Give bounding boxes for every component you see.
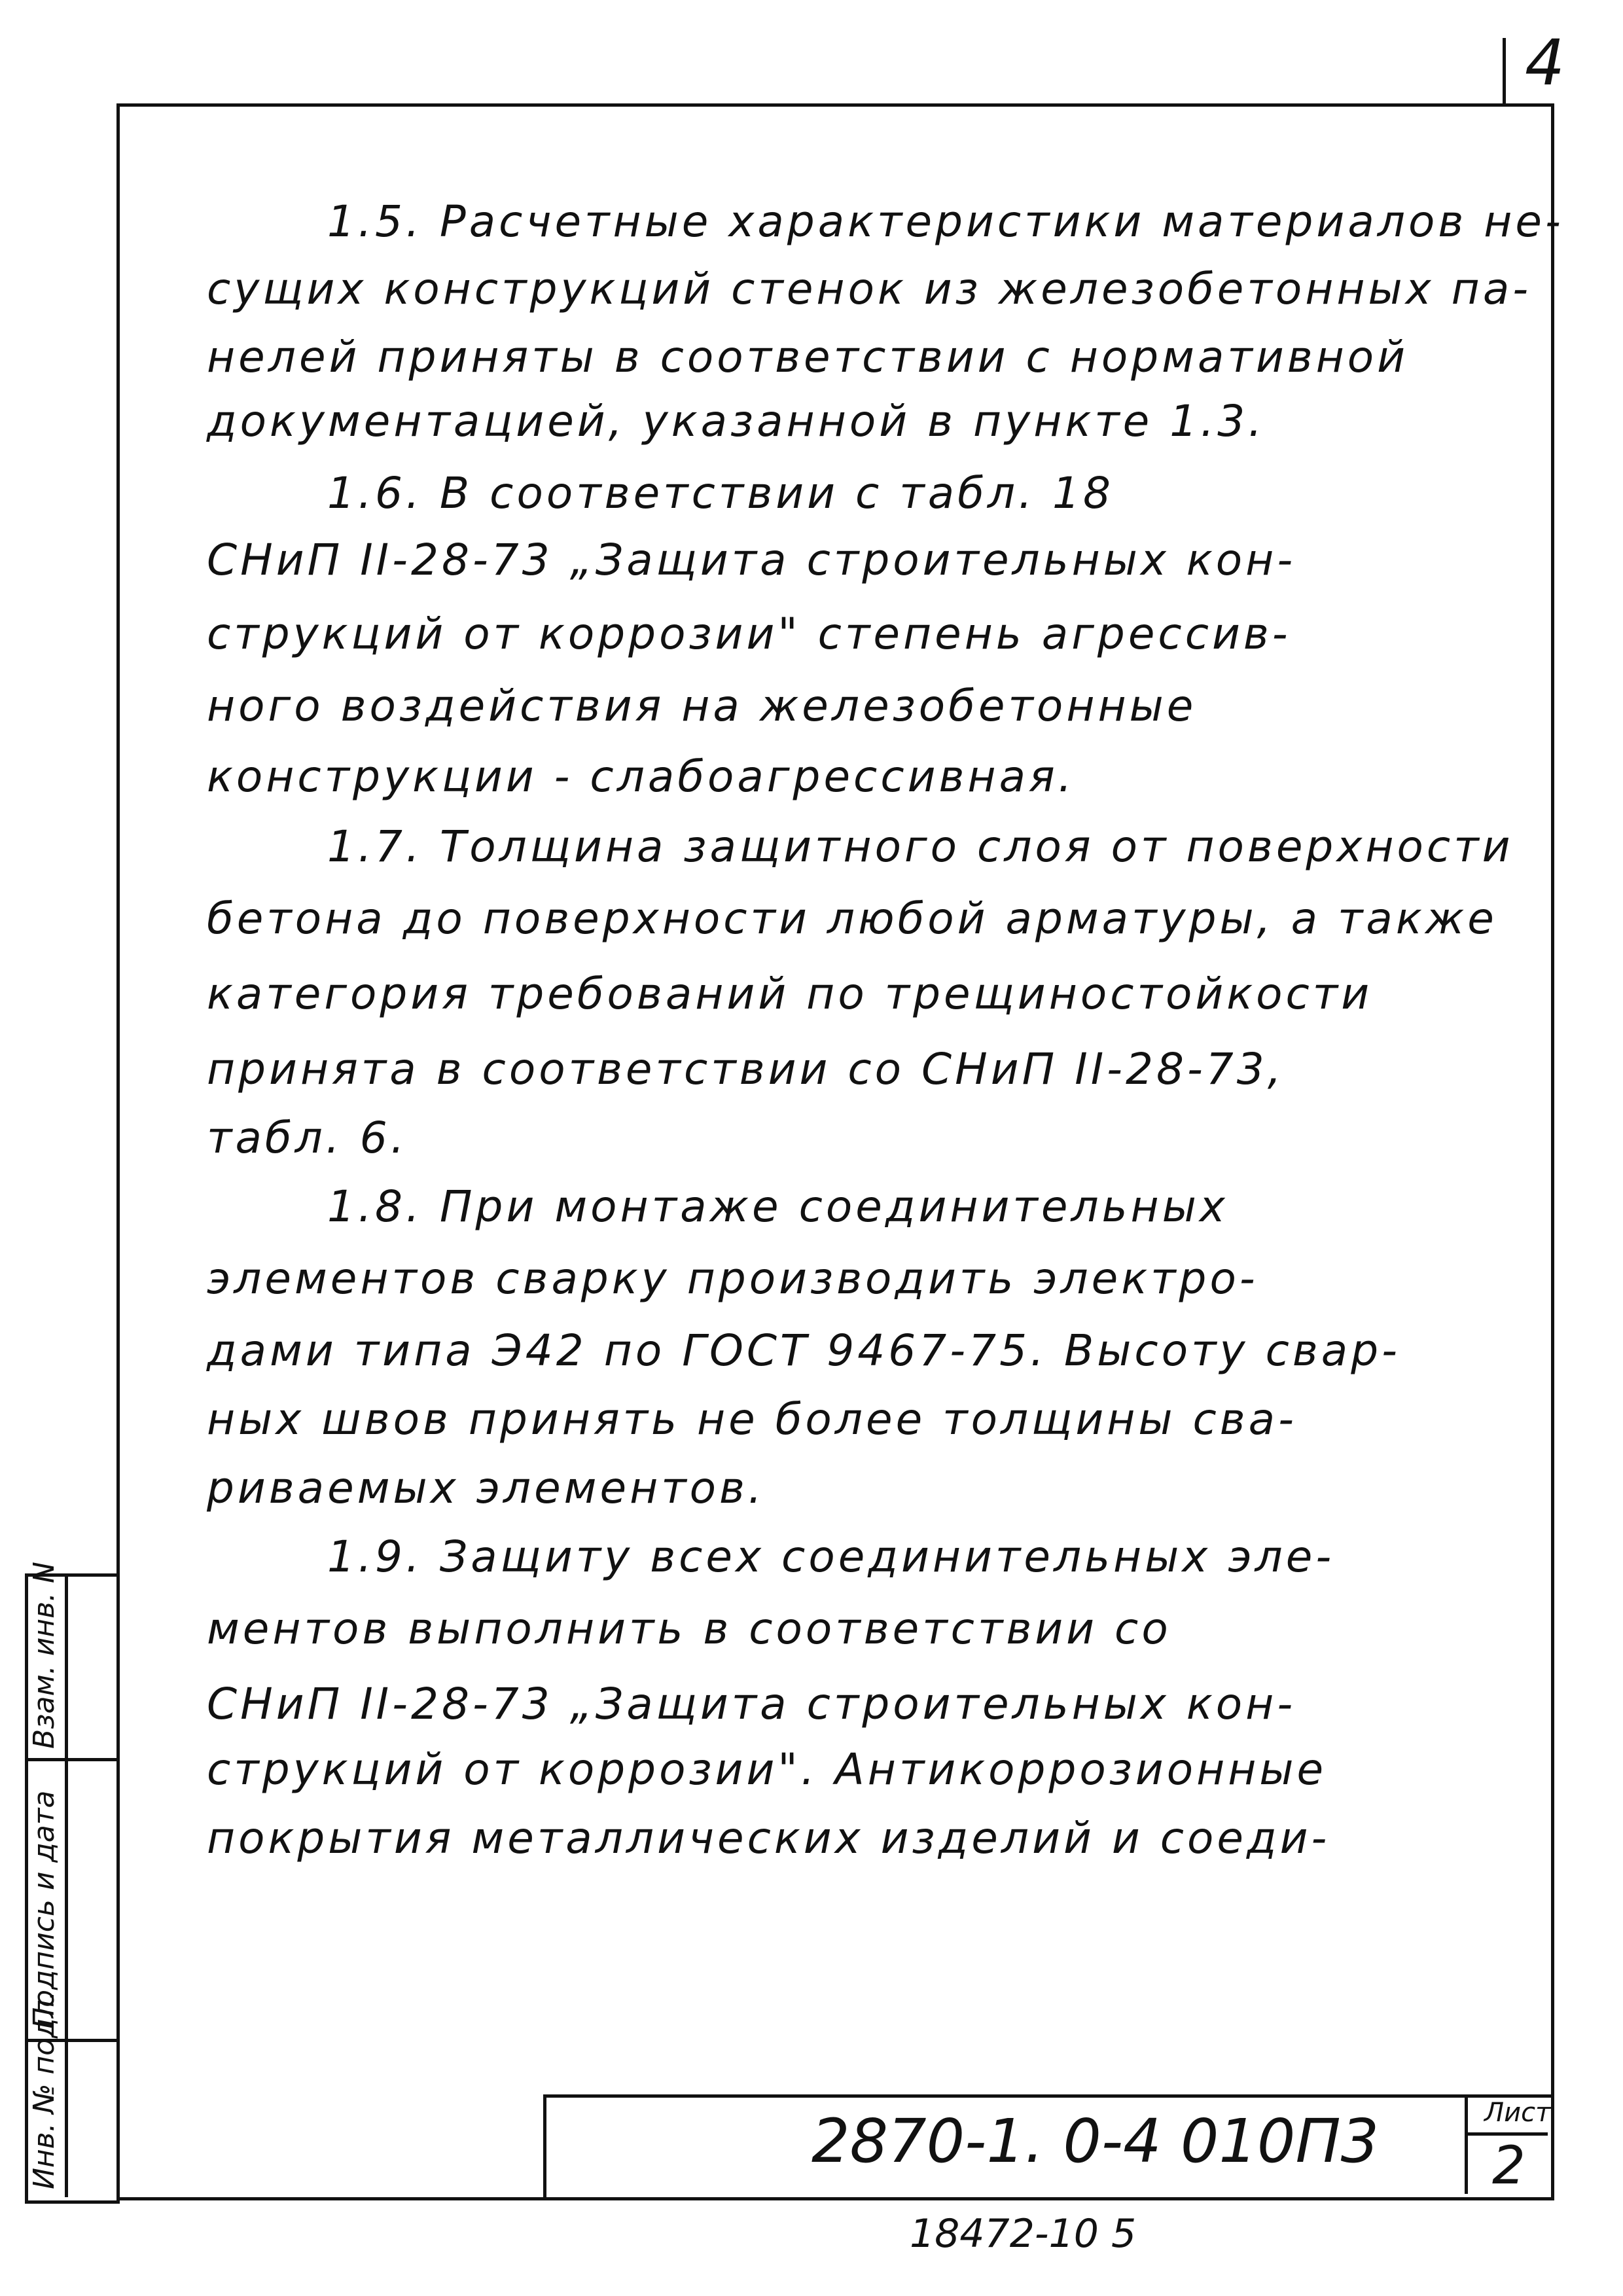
text-line: табл. 6.	[207, 1113, 408, 1163]
text-line: покрытия металлических изделий и соеди-	[207, 1813, 1330, 1863]
text-line: сущих конструкций стенок из железобетонных па-	[207, 264, 1532, 314]
text-line: СНиП II-28-73 „Защита строительных кон-	[207, 1679, 1296, 1729]
text-line: риваемых элементов.	[207, 1463, 765, 1513]
text-line: 1.7. Толщина защитного слоя от поверхности	[327, 821, 1514, 872]
sheet-number: 2	[1492, 2135, 1525, 2196]
footer-archive-number: 18472-10 5	[910, 2211, 1137, 2257]
text-line: категория требований по трещиностойкости	[207, 969, 1373, 1019]
side-stamp-row-divider	[25, 1758, 116, 1761]
text-line: 1.6. В соответствии с табл. 18	[327, 468, 1115, 518]
text-line: 1.9. Защиту всех соединительных эле-	[327, 1532, 1335, 1582]
text-line: документацией, указанной в пункте 1.3.	[207, 396, 1266, 446]
text-line: ных швов принять не более толщины сва-	[207, 1394, 1297, 1444]
corner-tick-line	[1503, 38, 1506, 103]
sheet-label: Лист	[1484, 2098, 1551, 2128]
text-line: 1.8. При монтаже соединительных	[327, 1181, 1228, 1232]
text-line: 1.5. Расчетные характеристики материалов не-	[327, 196, 1564, 247]
text-line: нелей приняты в соответствии с нормативной	[207, 332, 1409, 382]
side-stamp-inv-podl: Инв. № подл.	[27, 1990, 61, 2189]
text-line: бетона до поверхности любой арматуры, а также	[207, 893, 1497, 944]
side-stamp-podpis-data: Подпись и дата	[27, 1790, 61, 2029]
text-line: струкций от коррозии" степень агрессив-	[207, 609, 1291, 659]
text-line: струкций от коррозии". Антикоррозионные	[207, 1744, 1327, 1795]
text-line: конструкции - слабоагрессивная.	[207, 751, 1075, 802]
text-line: ментов выполнить в соответствии со	[207, 1604, 1171, 1654]
document-code: 2870-1. 0-4 010П3	[812, 2106, 1380, 2176]
side-stamp-column-divider	[65, 1573, 68, 2197]
text-line: элементов сварку производить электро-	[207, 1253, 1258, 1304]
title-block-divider	[1465, 2094, 1468, 2194]
text-line: дами типа Э42 по ГОСТ 9467-75. Высоту свар-	[207, 1325, 1400, 1376]
corner-page-number: 4	[1525, 26, 1565, 99]
text-line: ного воздействия на железобетонные	[207, 681, 1197, 731]
text-line: СНиП II-28-73 „Защита строительных кон-	[207, 535, 1296, 585]
side-stamp-vzam-inv: Взам. инв. N	[27, 1562, 61, 1749]
text-line: принята в соответствии со СНиП II-28-73,	[207, 1044, 1285, 1094]
